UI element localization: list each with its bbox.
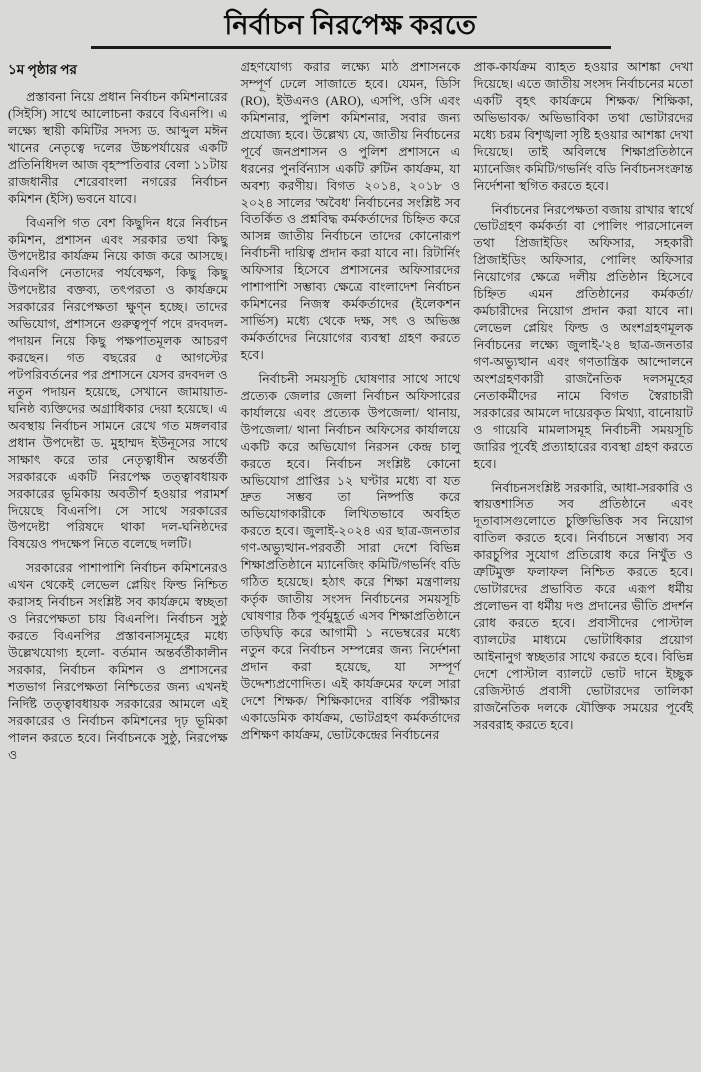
title-underline-rule: [91, 46, 611, 49]
article-header: [8, 10, 693, 49]
paragraph: নির্বাচনী সময়সূচি ঘোষণার সাথে সাথে প্রত্যেক জেলার জেলা নির্বাচন অফিসারের কার্যালয়ে এবং প্রত্যেক উপজেলা/ থানায়, উপজেলা/ থানা নির্বাচন অফিসের কার্যালয়ে একটি করে অভিযোগ নিরসন কেন্দ্র চালু করতে হবে। নির্বাচন সংশ্লিষ্ট কোনো অভিযোগ প্রাপ্তির ১২ ঘণ্টার মধ্যে বা যত দ্রুত সম্ভব তা নিষ্পত্তি করে অভিযোগকারীকে লিখিতভাবে অবহিত করতে হবে। জুলাই-২০২৪ এর ছাত্র-জনতার গণ-অভ্যুত্থান-পরবর্তী সারা দেশে বিভিন্ন শিক্ষাপ্রতিষ্ঠানে ম্যানেজিং কমিটি/গভর্নিং বডি গঠিত হয়েছে। হঠাৎ করে শিক্ষা মন্ত্রণালয় কর্তৃক জাতীয় সংসদ নির্বাচনের সময়সূচি ঘোষণার ঠিক পূর্বমুহূর্তে এসব শিক্ষাপ্রতিষ্ঠানে তড়িঘড়ি করে আগামী ১ নভেম্বরের মধ্যে নতুন করে নির্বাচন সম্পন্নের জন্য নির্দেশনা প্রদান করা হয়েছে, যা সম্পূর্ণ উদ্দেশ্যপ্রণোদিত। এই কার্যক্রমের ফলে সারা দেশে শিক্ষক/ শিক্ষিকাদের বার্ষিক পরীক্ষার একাডেমিক কার্যক্রম, ভোটগ্রহণ কর্মকর্তাদের প্রশিক্ষণ কার্যক্রম, ভোটকেন্দ্রের নির্বাচনের: [240, 371, 461, 742]
article-body: [8, 59, 693, 771]
continued-from-note: ১ম পৃষ্ঠার পর: [8, 62, 77, 78]
column-3: [473, 59, 693, 741]
paragraph: সরকারের পাশাপাশি নির্বাচন কমিশনেরও এখন থেকেই লেভেল প্লেয়িং ফিল্ড নিশ্চিত করাসহ নির্বাচন সংশ্লিষ্ট সব কার্যক্রমে স্বচ্ছতা ও নিরপেক্ষতা চায় বিএনপি। নির্বাচন সুষ্ঠু করতে বিএনপির প্রস্তাবনাসমূহের মধ্যে উল্লেখযোগ্য হলো- বর্তমান অন্তর্বর্তীকালীন সরকার, নির্বাচন কমিশন ও প্রশাসনের শতভাগ নিরপেক্ষতা নিশ্চিতের জন্য এখনই নির্দিষ্ট তত্ত্বাবধায়ক সরকারের আমলে এই সরকারের ও নির্বাচন কমিশনের দৃঢ় ভূমিকা পালন করতে হবে। নির্বাচনকে সুষ্ঠু, নিরপেক্ষ ও: [8, 561, 228, 762]
column-1: [8, 59, 228, 771]
paragraph: নির্বাচনের নিরপেক্ষতা বজায় রাখার স্বার্থে ভোটগ্রহণ কর্মকর্তা বা পোলিং পারসোনেল তথা প্রিজাইডিং অফিসার, সহকারী প্রিজাইডিং অফিসার, পোলিং অফিসার নিয়োগের ক্ষেত্রে দলীয় প্রতিষ্ঠান হিসেবে চিহ্নিত এমন প্রতিষ্ঠানের কর্মকর্তা/ কর্মচারীদের নিয়োগ প্রদান করা যাবে না। লেভেল প্লেয়িং ফিল্ড ও অংশগ্রহণমূলক নির্বাচনের লক্ষ্যে জুলাই-'২৪ ছাত্র-জনতার গণ-অভ্যুত্থান এবং গণতান্ত্রিক আন্দোলনে অংশগ্রহণকারী রাজনৈতিক দলসমূহের নেতাকর্মীদের নামে বিগত স্বৈরাচারী সরকারের আমলে দায়েরকৃত মিথ্যা, বানোয়াট ও গায়েবি মামলাসমূহ নির্বাচনী সময়সূচি জারির পূর্বেই প্রত্যাহারের ব্যবস্থা গ্রহণ করতে হবে।: [473, 202, 694, 471]
paragraph: প্রস্তাবনা নিয়ে প্রধান নির্বাচন কমিশনারের (সিইসি) সাথে আলোচনা করবে বিএনপি। এ লক্ষ্যে স্থায়ী কমিটির সদস্য ড. আব্দুল মঈন খানের নেতৃত্বে দলের উচ্চপর্যায়ের একটি প্রতিনিধিদল আজ বৃহস্পতিবার বেলা ১১টায় রাজধানীর শেরেবাংলা নগরের নির্বাচন কমিশন (ইসি) ভবনে যাবে।: [8, 90, 228, 206]
article-title: নির্বাচন নিরপেক্ষ করতে: [224, 10, 477, 40]
paragraph: বিএনপি গত বেশ কিছুদিন ধরে নির্বাচন কমিশন, প্রশাসন এবং সরকার তথা কিছু উপদেষ্টার কার্যক্রম নিয়ে কাজ করে আসছে। বিএনপি নেতাদের পর্যবেক্ষণ, কিছু কিছু উপদেষ্টার বক্তব্য, তৎপরতা ও কার্যক্রমে সরকারের নিরপেক্ষতা ক্ষুণ্ন হচ্ছে। তাদের অভিযোগ, প্রশাসনে গুরুত্বপূর্ণ পদে রদবদল-পদায়ন নিয়ে কিছু পক্ষপাতমূলক আচরণ করছেন। গত বছরের ৫ আগস্টের পটপরিবর্তনের পর প্রশাসনে যেসব রদবদল ও নতুন পদায়ন হয়েছে, সেখানে জামায়াত-ঘনিষ্ঠ ব্যক্তিদের অগ্রাধিকার দেয়া হয়েছে। এ অবস্থায় নির্বাচন সামনে রেখে গত মঙ্গলবার প্রধান উপদেষ্টা ড. মুহাম্মদ ইউনূসের সাথে সাক্ষাৎ করে তার নেতৃত্বাধীন অন্তর্বর্তী সরকারকে একটি নিরপেক্ষ তত্ত্বাবধায়ক সরকারের ভূমিকায় অবতীর্ণ হওয়ার পরামর্শ দিয়েছে বিএনপি। সে সাথে সরকারের উপদেষ্টা পরিষদে থাকা দল-ঘনিষ্ঠদের বিষয়েও পদক্ষেপ নিতে বলেছে দলটি।: [8, 215, 228, 552]
paragraph: নির্বাচনসংশ্লিষ্ট সরকারি, আধা-সরকারি ও স্বায়ত্তশাসিত সব প্রতিষ্ঠানে এবং দূতাবাসগুলোতে চুক্তিভিত্তিক সব নিয়োগ বাতিল করতে হবে। নির্বাচনে সম্ভাব্য সব কারচুপির সুযোগ প্রতিরোধ করে নিখুঁত ও ত্রুটিমুক্ত ফলাফল নিশ্চিত করতে হবে। ভোটারদের প্রভাবিত করে এরূপ ধর্মীয় প্রলোভন বা ধর্মীয় দণ্ড প্রদানের ভীতি প্রদর্শন রোধ করতে হবে। প্রবাসীদের পোস্টাল ব্যালটের মাধ্যমে ভোটাধিকার প্রয়োগ আইনানুগ স্বচ্ছতার সাথে করতে হবে। বিভিন্ন দেশে পোস্টাল ব্যালটে ভোট দানে ইচ্ছুক রেজিস্টার্ড প্রবাসী ভোটারদের তালিকা রাজনৈতিক দলকে যৌক্তিক সময়ের পূর্বেই সরবরাহ করতে হবে।: [473, 480, 694, 732]
column-2: [241, 59, 461, 751]
paragraph-continuation: প্রাক-কার্যক্রম ব্যাহত হওয়ার আশঙ্কা দেখা দিয়েছে। এতে জাতীয় সংসদ নির্বাচনের মতো একটি বৃহৎ কার্যক্রমে শিক্ষক/ শিক্ষিকা, অভিভাবক/ অভিভাবিকা তথা ভোটারদের মধ্যে চরম বিশৃঙ্খলা সৃষ্টি হওয়ার আশঙ্কা দেখা দিয়েছে। তাই অবিলম্বে শিক্ষাপ্রতিষ্ঠানে ম্যানেজিং কমিটি/গভর্নিং বডি নির্বাচনসংক্রান্ত নির্দেশনা স্থগিত করতে হবে।: [473, 60, 694, 193]
paragraph-continuation: গ্রহণযোগ্য করার লক্ষ্যে মাঠ প্রশাসনকে সম্পূর্ণ ঢেলে সাজাতে হবে। যেমন, ডিসি (RO), ইউএনও (ARO), এসপি, ওসি এবং কমিশনার, পুলিশ কমিশনার, সবার জন্য প্রযোজ্য হবে। উল্লেখ্য যে, জাতীয় নির্বাচনের পূর্বে জনপ্রশাসন ও পুলিশ প্রশাসনে এ ধরনের পুনর্বিন্যাস একটি রুটিন কার্যক্রম, যা অবশ্য করণীয়। বিগত ২০১৪, ২০১৮ ও ২০২৪ সালের 'অবৈধ' নির্বাচনের সংশ্লিষ্ট সব বিতর্কিত ও প্রশ্নবিদ্ধ কর্মকর্তাদের চিহ্নিত করে আসন্ন জাতীয় নির্বাচনে তাদের কোনোরূপ নির্বাচনী দায়িত্ব প্রদান করা যাবে না। রিটার্নিং অফিসার হিসেবে প্রশাসনের অফিসারদের পাশাপাশি সম্ভাব্য ক্ষেত্রে বাংলাদেশ নির্বাচন কমিশনের নিজস্ব কর্মকর্তাদের (ইলেকশন সার্ভিস) মধ্যে থেকে দক্ষ, সৎ ও অভিজ্ঞ কর্মকর্তাদের নিয়োগের ব্যবস্থা গ্রহণ করতে হবে।: [240, 60, 461, 362]
